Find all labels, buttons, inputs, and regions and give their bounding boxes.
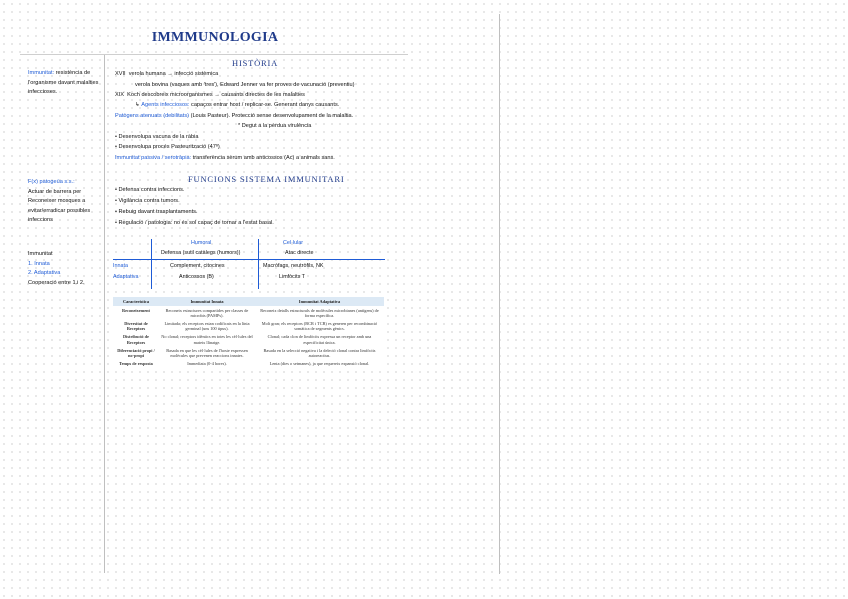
row-innate: Basada en que les cèl·lules de l'hoste expressen molècules que prevenen reaccions innates. bbox=[159, 346, 255, 359]
line-text: * Degut a la pèrdua virulència bbox=[238, 123, 312, 129]
row-key: Temps de resposta bbox=[113, 360, 159, 368]
historia-line-4 bbox=[135, 102, 339, 109]
funcions-item-4: • Regulació / patologia: no és sol capaç de tornar a l'estat basal. bbox=[115, 220, 274, 226]
table-row bbox=[113, 360, 384, 368]
row-adaptive: Reconeix detalls estructurals de molècules microbianes (antígens) de forma específica. bbox=[255, 306, 384, 319]
comparison-table bbox=[113, 297, 384, 368]
line-prefix: XVII bbox=[115, 71, 126, 77]
historia-line-8 bbox=[115, 144, 220, 151]
funcions-heading: FUNCIONS SISTEMA IMMUNITARI bbox=[188, 174, 345, 184]
line-text: verola bovina (vaques amb 'tres'), Edward Jenner va fer proves de vacunació (preventiu) bbox=[135, 82, 355, 88]
margin-definition: resistència de l'organisme davant malalties infeccioses. bbox=[28, 70, 99, 95]
funcions-item-3: • Rebuig davant trasplantaments. bbox=[115, 209, 198, 215]
margin-term: F(x) patogeùa s.s.: bbox=[28, 179, 75, 185]
mini-col-humoral: Humoral bbox=[191, 240, 212, 246]
historia-line-1 bbox=[115, 71, 218, 78]
historia-line-7 bbox=[115, 134, 198, 141]
historia-margin-note bbox=[28, 69, 100, 98]
line-text: Desenvolupa procés Pasteurització (47º) bbox=[118, 144, 220, 150]
funcions-item-2: • Vigilància contra tumors. bbox=[115, 198, 180, 204]
mini-table-vline-2 bbox=[258, 239, 259, 289]
mini-table-vline-1 bbox=[151, 239, 152, 289]
mini-col-cellular: Cel·lular bbox=[283, 240, 304, 246]
table-row bbox=[113, 306, 384, 319]
line-prefix: ↳ bbox=[135, 102, 140, 108]
row-key: Diversitat de Receptors bbox=[113, 319, 159, 332]
header-innate: Immunitat Innata bbox=[159, 297, 255, 306]
line-highlight: Immunitat passiva / serotràpia: bbox=[115, 155, 192, 161]
page-divider bbox=[499, 14, 500, 574]
immunitat-note bbox=[28, 250, 100, 288]
row-innate: Reconeix estructures compartides per classes de microbis (PAMPs). bbox=[159, 306, 255, 319]
item-text: Regulació / patologia: no és sol capaç de tornar a l'estat basal. bbox=[118, 220, 274, 226]
margin-term: Immunitat: bbox=[28, 70, 55, 76]
mini-col-humoral-sub: Defensa (sutil catàlegs (humors)) bbox=[161, 250, 241, 256]
header-adaptive: Immunitat Adaptativa bbox=[255, 297, 384, 306]
line-text: (Louis Pasteur). Protecció sense desenvolupament de la malaltia. bbox=[190, 113, 354, 119]
header-characteristic: Característica bbox=[113, 297, 159, 306]
historia-line-5 bbox=[115, 113, 353, 120]
item-text: Vigilància contra tumors. bbox=[118, 198, 180, 204]
margin-divider bbox=[104, 55, 105, 573]
historia-line-6 bbox=[238, 123, 311, 130]
row-adaptive: Basada en la selecció negativa i la deleció clonal contra limfòcits autoreactius. bbox=[255, 346, 384, 359]
historia-line-2 bbox=[135, 82, 354, 89]
row-adaptive: Lenta (dies o setmanes), ja que requereix expansió clonal. bbox=[255, 360, 384, 368]
title-divider bbox=[20, 54, 408, 55]
line-text: Koch descobreix microorganismes → causants directes de les malalties bbox=[127, 92, 305, 98]
row-innate: Immediata (0-4 hores). bbox=[159, 360, 255, 368]
mini-table-hline bbox=[113, 259, 385, 260]
historia-line-9 bbox=[115, 155, 335, 162]
historia-line-3 bbox=[115, 92, 305, 99]
mini-row-innata: Innata bbox=[113, 263, 128, 269]
row-adaptive: Molt gran; els receptors (BCR i TCR) es generen per recombinació somàtica de segments gènics. bbox=[255, 319, 384, 332]
mini-adaptativa-humoral: Anticossos (B) bbox=[179, 274, 214, 280]
row-innate: Limitada; els receptors estan codificats en la línia germinal (uns 100 tipus). bbox=[159, 319, 255, 332]
item-text: Defensa contra infeccions. bbox=[118, 187, 185, 193]
line-text: capaços entrar host / replicar-se. Generant danys causants. bbox=[191, 102, 340, 108]
row-key: Distribució de Receptors bbox=[113, 333, 159, 346]
table-row bbox=[113, 319, 384, 332]
line-highlight: Patògens atenuats (debilitats) bbox=[115, 113, 190, 119]
table-row bbox=[113, 333, 384, 346]
row-innate: No clonal; receptors idèntics en totes les cèl·lules del mateix llinatge. bbox=[159, 333, 255, 346]
funcions-margin-note bbox=[28, 178, 100, 226]
line-text: transferència sèrum amb anticossos (Ac) a animals sans. bbox=[192, 155, 335, 161]
mini-innata-humoral: Complement, citocines bbox=[170, 263, 225, 269]
mini-innata-cellular: Macròfags, neutròfils, NK bbox=[263, 263, 324, 269]
item-text: Rebuig davant trasplantaments. bbox=[118, 209, 198, 215]
row-key: Reconeixement bbox=[113, 306, 159, 319]
line-text: Desenvolupa vacuna de la ràbia bbox=[118, 134, 199, 140]
row-key: Diferenciació propi / no-propi bbox=[113, 346, 159, 359]
immunity-mini-table bbox=[113, 239, 385, 289]
immunitat-note-title: Immunitat bbox=[28, 251, 53, 257]
line-highlight: Agents infecciosos: bbox=[141, 102, 190, 108]
funcions-item-1: • Defensa contra infeccions. bbox=[115, 187, 185, 193]
immunitat-note-item-2: 2. Adaptativa bbox=[28, 270, 61, 276]
margin-definition: Actuar de barrera per Reconeixer mosques a evitar/erradicar possibles infeccions bbox=[28, 188, 91, 223]
line-text: verola humana → infecció sistèmica bbox=[128, 71, 219, 77]
page-title: IMMMUNOLOGIA bbox=[151, 30, 279, 45]
immunitat-note-footer: Cooperació entre 1.i 2. bbox=[28, 279, 85, 286]
mini-row-adaptativa: Adaptativa bbox=[113, 274, 139, 280]
immunitat-note-item-1: 1. Innata bbox=[28, 260, 50, 267]
mini-adaptativa-cellular: Limfòcits T bbox=[279, 274, 305, 280]
historia-heading: HISTÒRIA bbox=[232, 58, 279, 68]
row-adaptive: Clonal; cada clon de limfòcits expressa un receptor amb una especificitat única. bbox=[255, 333, 384, 346]
table-header-row bbox=[113, 297, 384, 306]
bullet: • bbox=[115, 144, 117, 150]
mini-col-cellular-sub: Atac directe bbox=[285, 250, 314, 256]
line-prefix: XIX bbox=[115, 92, 125, 98]
bullet: • bbox=[115, 134, 117, 140]
table-row bbox=[113, 346, 384, 359]
